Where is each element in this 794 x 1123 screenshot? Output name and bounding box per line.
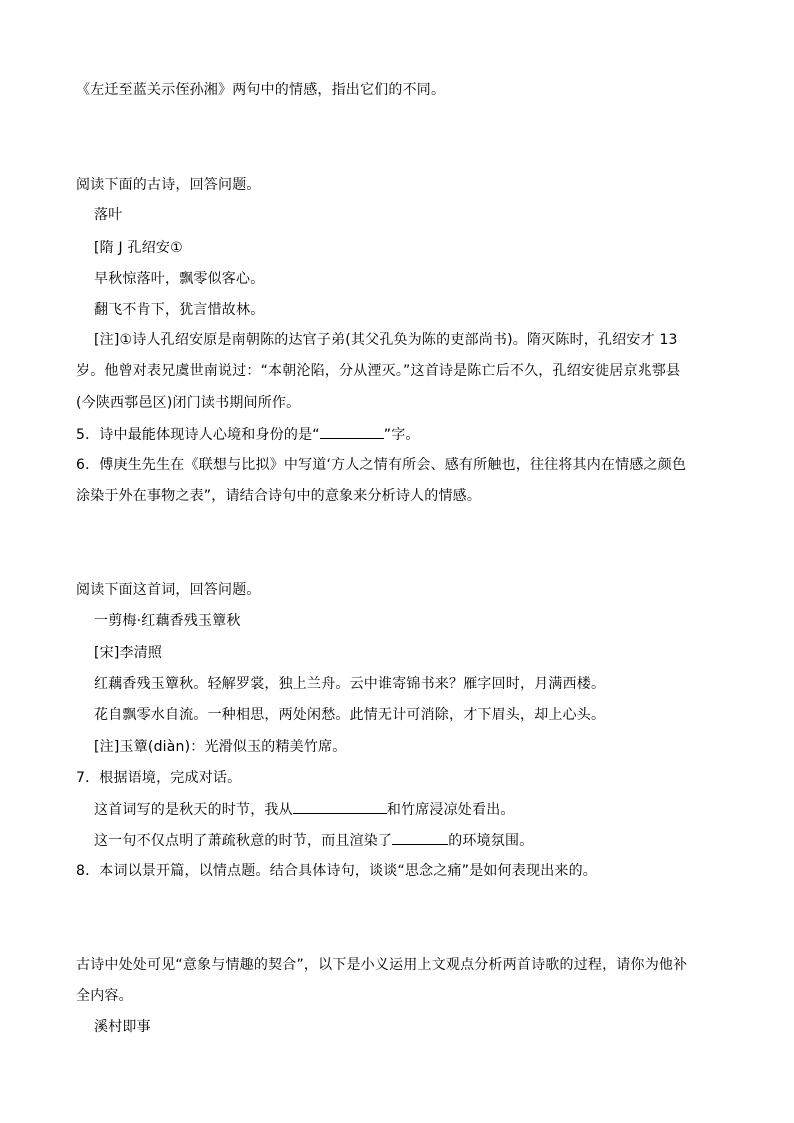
answer-blank[interactable] <box>320 424 384 439</box>
poem3-title: 溪村即事 <box>94 1019 151 1035</box>
section-intro-poem2: 阅读下面这首词，回答问题。 <box>76 582 261 598</box>
section-intro-poem3-line1: 古诗中处处可见“意象与情趣的契合”，以下是小义运用上文观点分析两首诗歌的过程，请你为他补 <box>76 957 688 973</box>
question-6-line2: 涂染于外在事物之表”，请结合诗句中的意象来分析诗人的情感。 <box>76 488 482 504</box>
poem1-note-line2: 岁。他曾对表兄虞世南说过：“本朝沦陷，分从湮灭。”这首诗是陈亡后不久，孔绍安徙居京兆鄠县 <box>76 363 681 379</box>
poem1-note-line1: [注]①诗人孔绍安原是南朝陈的达官子弟(其父孔奂为陈的吏部尚书)。隋灭陈时，孔绍安才 13 <box>94 332 678 348</box>
poem1-line1: 早秋惊落叶，飘零似客心。 <box>94 271 265 287</box>
poem2-line1: 红藕香残玉簟秋。轻解罗裳，独上兰舟。云中谁寄锦书来？雁字回时，月满西楼。 <box>94 676 606 692</box>
section-intro-poem1: 阅读下面的古诗，回答问题。 <box>76 177 261 193</box>
poem2-author: [宋]李清照 <box>94 645 163 661</box>
poem1-note-line3: (今陕西鄠邑区)闭门读书期间所作。 <box>76 395 301 411</box>
question-5-text-before: 5．诗中最能体现诗人心境和身份的是“ <box>76 427 320 443</box>
dialogue-1-text-before: 这首词写的是秋天的时节，我从 <box>94 802 293 818</box>
question-6-line1: 6．傅庚生先生在《联想与比拟》中写道‘方人之情有所会、感有所触也，往往将其内在情感之颜色 <box>76 457 687 473</box>
section-intro-poem3-line2: 全内容。 <box>76 988 133 1004</box>
question-5 <box>76 424 420 445</box>
question-8: 8．本词以景开篇，以情点题。结合具体诗句，谈谈“思念之痛”是如何表现出来的。 <box>76 863 598 879</box>
poem1-author: [隋 J 孔绍安① <box>94 240 183 256</box>
answer-blank[interactable] <box>392 830 448 845</box>
answer-blank[interactable] <box>293 799 387 814</box>
question-7: 7．根据语境，完成对话。 <box>76 770 242 786</box>
dialogue-2-text-after: 的环境氛围。 <box>448 833 534 849</box>
poem2-line2: 花自飘零水自流。一种相思，两处闲愁。此情无计可消除，才下眉头，却上心头。 <box>94 707 606 723</box>
poem1-line2: 翻飞不肯下，犹言惜故林。 <box>94 302 265 318</box>
dialogue-2-text-before: 这一句不仅点明了萧疏秋意的时节，而且渲染了 <box>94 833 393 849</box>
question-continuation: 《左迁至蓝关示侄孙湘》两句中的情感，指出它们的不同。 <box>76 82 446 98</box>
dialogue-1-text-after: 和竹席浸凉处看出。 <box>386 802 515 818</box>
question-5-text-after: ”字。 <box>383 427 420 443</box>
question-7-dialogue-1 <box>94 799 515 820</box>
question-7-dialogue-2 <box>94 830 533 851</box>
poem2-note: [注]玉簟(diàn)：光滑似玉的精美竹席。 <box>94 739 347 755</box>
poem1-title: 落叶 <box>94 207 123 223</box>
poem2-title: 一剪梅·红藕香残玉簟秋 <box>94 613 241 629</box>
